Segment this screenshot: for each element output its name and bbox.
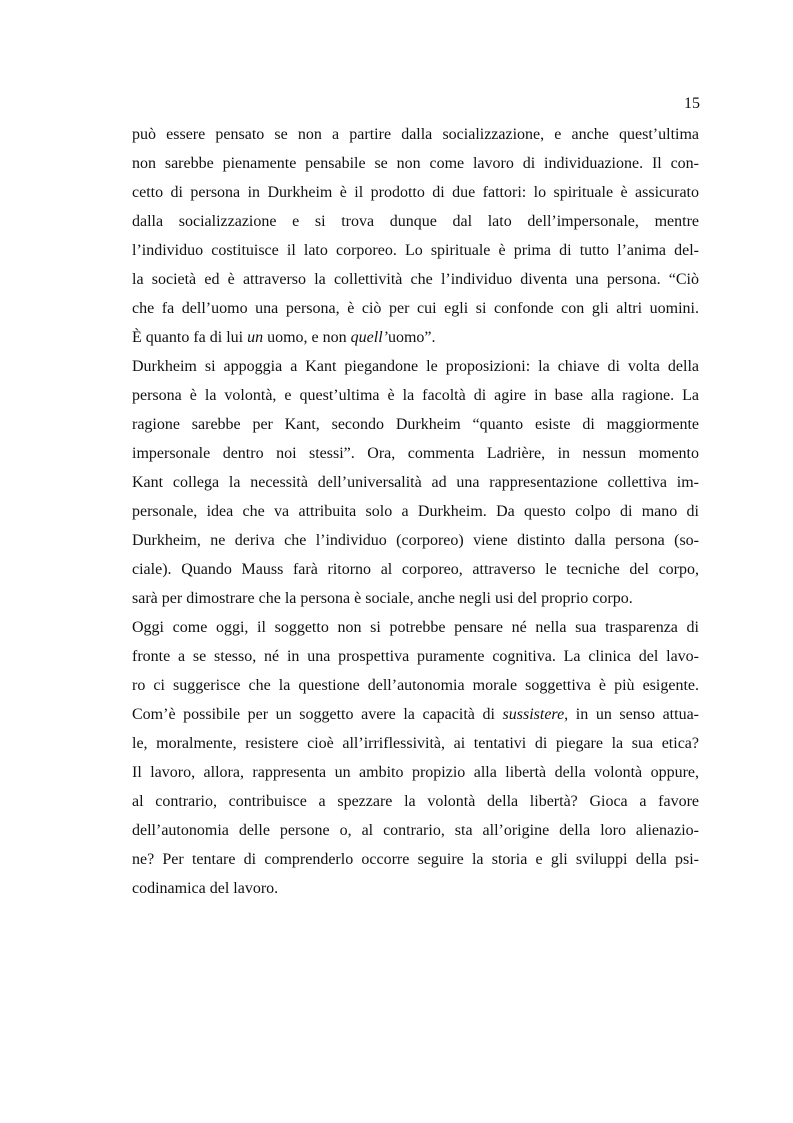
text-line: È quanto fa di lui un uomo, e non quell’uomo”. [132, 329, 436, 346]
text-line: non sarebbe pienamente pensabile se non come lavoro di individuazione. Il con- [132, 155, 699, 172]
text-line: Kant collega la necessità dell’universalità ad una rappresentazione collettiva im- [132, 474, 699, 491]
italic-emphasis: un [247, 329, 264, 346]
text-line: fronte a se stesso, né in una prospettiva puramente cognitiva. La clinica del lavo- [132, 648, 699, 665]
text-line: impersonale dentro noi stessi”. Ora, commenta Ladrière, in nessun momento [132, 445, 699, 462]
text-line: Il lavoro, allora, rappresenta un ambito propizio alla libertà della volontà oppure, [132, 764, 699, 781]
body-text [132, 120, 699, 903]
text-line: ciale). Quando Mauss farà ritorno al corporeo, attraverso le tecniche del corpo, [132, 561, 699, 578]
text-line: sarà per dimostrare che la persona è sociale, anche negli usi del proprio corpo. [132, 590, 633, 607]
text-line: Com’è possibile per un soggetto avere la capacità di sussistere, in un senso attua- [132, 706, 700, 723]
text-line: che fa dell’uomo una persona, è ciò per cui egli si confonde con gli altri uomini. [132, 300, 699, 317]
text-line: può essere pensato se non a partire dalla socializzazione, e anche quest’ultima [132, 126, 699, 143]
text-line: personale, idea che va attribuita solo a Durkheim. Da questo colpo di mano di [132, 503, 699, 520]
text-line: ne? Per tentare di comprenderlo occorre seguire la storia e gli sviluppi della psi- [132, 851, 699, 868]
text-line: l’individuo costituisce il lato corporeo. Lo spirituale è prima di tutto l’anima del- [132, 242, 699, 259]
text-line: la società ed è attraverso la collettività che l’individuo diventa una persona. “Ciò [132, 271, 699, 288]
text-line: dell’autonomia delle persone o, al contrario, sta all’origine della loro alienazio- [132, 822, 699, 839]
text-line: codinamica del lavoro. [132, 880, 279, 897]
text-line: ragione sarebbe per Kant, secondo Durkheim “quanto esiste di maggiormente [132, 416, 699, 433]
text-line: cetto di persona in Durkheim è il prodotto di due fattori: lo spirituale è assicurato [132, 184, 699, 201]
italic-emphasis: sussistere [502, 706, 565, 723]
text-line: ro ci suggerisce che la questione dell’autonomia morale soggettiva è più esigente. [132, 677, 699, 694]
paragraph-kant-volonta [132, 352, 699, 613]
paragraph-durkheim-persona [132, 120, 699, 352]
text-line: dalla socializzazione e si trova dunque dal lato dell’impersonale, mentre [132, 213, 699, 230]
italic-emphasis: quell’ [350, 329, 388, 346]
text-line: persona è la volontà, e quest’ultima è la facoltà di agire in base alla ragione. La [132, 387, 699, 404]
text-line: le, moralmente, resistere cioè all’irriflessività, ai tentativi di piegare la sua etica? [132, 735, 699, 752]
paragraph-soggetto-lavoro [132, 613, 699, 903]
page-number: 15 [684, 95, 700, 112]
text-line: Durkheim, ne deriva che l’individuo (corporeo) viene distinto dalla persona (so- [132, 532, 699, 549]
text-line: Oggi come oggi, il soggetto non si potrebbe pensare né nella sua trasparenza di [132, 619, 699, 636]
text-line: al contrario, contribuisce a spezzare la volontà della libertà? Gioca a favore [132, 793, 699, 810]
text-line: Durkheim si appoggia a Kant piegandone le proposizioni: la chiave di volta della [132, 358, 699, 375]
